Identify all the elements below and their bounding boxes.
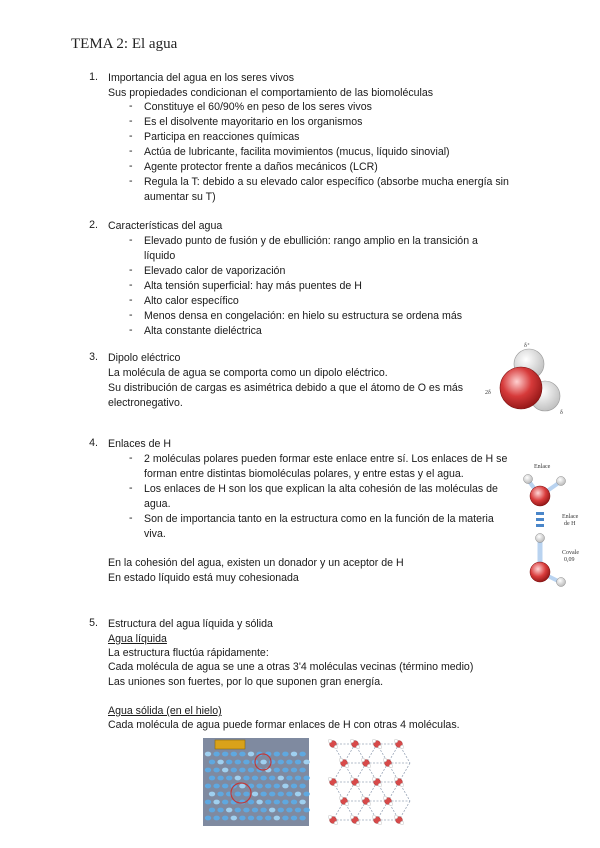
hydrogen-atom xyxy=(367,764,371,768)
hydrogen-atom xyxy=(328,777,332,781)
list-item: Alto calor específico xyxy=(144,295,239,307)
water-molecule xyxy=(231,816,237,821)
bullet-dash: - xyxy=(129,234,133,246)
water-molecule xyxy=(265,784,271,789)
bullet-dash: - xyxy=(129,145,133,157)
water-molecule xyxy=(291,784,297,789)
water-molecule xyxy=(231,768,237,773)
water-molecule xyxy=(222,816,228,821)
section-number: 4. xyxy=(89,437,98,449)
water-molecule xyxy=(299,784,305,789)
water-molecule xyxy=(209,792,215,797)
hydrogen-bond-figure xyxy=(516,462,600,590)
water-molecule xyxy=(239,768,245,773)
water-molecule xyxy=(274,800,280,805)
water-molecule xyxy=(299,768,305,773)
hydrogen-atom xyxy=(394,777,398,781)
hydrogen-atom xyxy=(350,739,354,743)
section-number: 3. xyxy=(89,351,98,363)
list-item: Son de importancia tanto en la estructura como en la función de la materia xyxy=(144,513,494,525)
water-molecule xyxy=(278,760,284,765)
water-molecule xyxy=(205,816,211,821)
hydrogen-atom xyxy=(372,777,376,781)
water-molecule xyxy=(286,808,292,813)
water-molecule xyxy=(209,760,215,765)
hydrogen-atom xyxy=(334,783,338,787)
subheading-liquid: Agua líquida xyxy=(108,633,167,645)
water-molecule xyxy=(265,800,271,805)
water-molecule xyxy=(295,776,301,781)
water-molecule xyxy=(260,776,266,781)
hydrogen-atom xyxy=(378,783,382,787)
water-molecule xyxy=(209,808,215,813)
water-molecule xyxy=(256,784,262,789)
water-molecule xyxy=(303,792,309,797)
figure-tag xyxy=(215,740,245,749)
list-item: Regula la T: debido a su elevado calor específico (absorbe mucha energía sin xyxy=(144,176,509,188)
water-molecule xyxy=(282,816,288,821)
water-molecule xyxy=(248,752,254,757)
list-item: Alta constante dieléctrica xyxy=(144,325,262,337)
hydrogen-atom xyxy=(361,796,365,800)
water-molecule xyxy=(303,760,309,765)
water-molecule xyxy=(282,768,288,773)
water-molecule xyxy=(222,752,228,757)
bullet-dash: - xyxy=(129,324,133,336)
water-molecule xyxy=(265,816,271,821)
list-item: Es el disolvente mayoritario en los organismos xyxy=(144,116,363,128)
bullet-dash: - xyxy=(129,279,133,291)
hydrogen-atom xyxy=(389,764,393,768)
water-molecule xyxy=(252,792,258,797)
paragraph-line: En estado líquido está muy cohesionada xyxy=(108,572,299,584)
water-molecule xyxy=(213,800,219,805)
list-item: Constituye el 60/90% en peso de los seres vivos xyxy=(144,101,372,113)
hydrogen-atom xyxy=(400,745,404,749)
hydrogen-bond-dash xyxy=(536,518,544,521)
hydrogen-bond-dash xyxy=(536,524,544,527)
figure-label: de H xyxy=(564,521,576,527)
figure-label: Enlace xyxy=(534,464,551,470)
water-molecule xyxy=(260,808,266,813)
list-item: 2 moléculas polares pueden formar este enlace entre sí. Los enlaces de H se xyxy=(144,453,508,465)
water-molecule xyxy=(278,792,284,797)
dipole-figure xyxy=(483,338,573,420)
water-molecule xyxy=(217,808,223,813)
bullet-dash: - xyxy=(129,512,133,524)
section-heading: Estructura del agua líquida y sólida xyxy=(108,618,273,630)
water-molecule xyxy=(235,808,241,813)
water-molecule xyxy=(282,752,288,757)
water-molecule xyxy=(209,776,215,781)
hydrogen-atom xyxy=(328,739,332,743)
water-molecule xyxy=(269,792,275,797)
water-molecule xyxy=(260,760,266,765)
hydrogen-atom xyxy=(378,821,382,825)
list-item: Agente protector frente a daños mecánicos (LCR) xyxy=(144,161,378,173)
page-title: TEMA 2: El agua xyxy=(71,36,178,52)
water-molecule xyxy=(260,792,266,797)
water-molecule xyxy=(286,792,292,797)
water-molecule xyxy=(213,784,219,789)
water-molecule xyxy=(295,808,301,813)
list-item: Los enlaces de H son los que explican la alta cohesión de las moléculas de xyxy=(144,483,498,495)
list-item-continuation: líquido xyxy=(144,250,176,262)
water-molecule xyxy=(278,808,284,813)
hydrogen-atom xyxy=(400,783,404,787)
water-molecule xyxy=(295,760,301,765)
water-molecule xyxy=(274,816,280,821)
water-molecule xyxy=(269,808,275,813)
section-heading: Características del agua xyxy=(108,220,223,232)
water-molecule xyxy=(282,784,288,789)
water-molecule xyxy=(205,752,211,757)
water-molecule xyxy=(239,752,245,757)
hydrogen-atom xyxy=(394,815,398,819)
list-item-continuation: agua. xyxy=(144,498,171,510)
hydrogen-atom xyxy=(367,802,371,806)
water-molecule xyxy=(299,752,305,757)
water-molecule xyxy=(248,768,254,773)
paragraph-line: Cada molécula de agua se une a otras 3'4 moléculas vecinas (término medio) xyxy=(108,661,474,673)
water-molecule xyxy=(286,776,292,781)
water-molecule xyxy=(239,816,245,821)
oxygen-atom xyxy=(530,562,550,582)
charge-label: δ⁺ xyxy=(524,343,530,349)
hydrogen-atom xyxy=(356,821,360,825)
list-item-continuation: aumentar su T) xyxy=(144,191,216,203)
list-item-continuation: viva. xyxy=(144,528,166,540)
water-molecule xyxy=(252,776,258,781)
water-molecule xyxy=(243,776,249,781)
water-molecule xyxy=(235,776,241,781)
water-molecule xyxy=(256,816,262,821)
water-molecule xyxy=(226,808,232,813)
hydrogen-atom xyxy=(372,739,376,743)
water-molecule xyxy=(291,768,297,773)
paragraph-line: Su distribución de cargas es asimétrica debido a que el átomo de O es más xyxy=(108,382,464,394)
hydrogen-atom xyxy=(557,477,566,486)
water-molecule xyxy=(295,792,301,797)
water-molecule xyxy=(252,808,258,813)
hydrogen-atom xyxy=(372,815,376,819)
water-molecule xyxy=(248,816,254,821)
water-molecule xyxy=(269,760,275,765)
hydrogen-atom xyxy=(328,815,332,819)
hydrogen-atom xyxy=(356,783,360,787)
liquid-water-figure xyxy=(203,738,309,826)
hydrogen-atom xyxy=(339,796,343,800)
list-item: Participa en reacciones químicas xyxy=(144,131,300,143)
list-item-continuation: forman entre distintas biomoléculas polares, y entre estas y el agua. xyxy=(144,468,464,480)
water-molecule xyxy=(217,776,223,781)
paragraph-line: electronegativo. xyxy=(108,397,183,409)
water-molecule xyxy=(205,784,211,789)
water-molecule xyxy=(243,792,249,797)
water-molecule xyxy=(291,752,297,757)
water-molecule xyxy=(274,768,280,773)
water-molecule xyxy=(256,800,262,805)
hydrogen-atom xyxy=(378,745,382,749)
list-item: Elevado punto de fusión y de ebullición: rango amplio en la transición a xyxy=(144,235,478,247)
section-heading: Importancia del agua en los seres vivos xyxy=(108,72,295,84)
list-item: Elevado calor de vaporización xyxy=(144,265,286,277)
list-item: Actúa de lubricante, facilita movimientos (mucus, líquido sinovial) xyxy=(144,146,450,158)
hydrogen-atom xyxy=(394,739,398,743)
hydrogen-atom xyxy=(389,802,393,806)
paragraph-line: Cada molécula de agua puede formar enlaces de H con otras 4 moléculas. xyxy=(108,719,460,731)
bullet-dash: - xyxy=(129,115,133,127)
water-molecule xyxy=(217,760,223,765)
hydrogen-atom xyxy=(350,815,354,819)
section-heading: Dipolo eléctrico xyxy=(108,352,181,364)
hydrogen-atom xyxy=(383,796,387,800)
water-molecule xyxy=(222,800,228,805)
hydrogen-atom xyxy=(536,534,545,543)
figure-background xyxy=(203,738,309,826)
bullet-dash: - xyxy=(129,100,133,112)
water-molecule xyxy=(213,752,219,757)
hydrogen-atom xyxy=(345,802,349,806)
water-molecule xyxy=(274,784,280,789)
water-molecule xyxy=(274,752,280,757)
water-molecule xyxy=(248,800,254,805)
list-item: Alta tensión superficial: hay más puentes de H xyxy=(144,280,362,292)
water-molecule xyxy=(205,800,211,805)
water-molecule xyxy=(286,760,292,765)
hydrogen-atom xyxy=(400,821,404,825)
bullet-dash: - xyxy=(129,452,133,464)
list-item: Menos densa en congelación: en hielo su estructura se ordena más xyxy=(144,310,463,322)
bullet-dash: - xyxy=(129,130,133,142)
water-molecule xyxy=(243,808,249,813)
oxygen-atom xyxy=(530,486,550,506)
section-intro: Sus propiedades condicionan el comportamiento de las biomoléculas xyxy=(108,87,434,99)
water-molecule xyxy=(243,760,249,765)
hydrogen-atom xyxy=(361,758,365,762)
charge-label: 2δ xyxy=(485,390,491,396)
water-molecule xyxy=(299,816,305,821)
water-molecule xyxy=(226,760,232,765)
hydrogen-atom xyxy=(350,777,354,781)
subheading-solid: Agua sólida (en el hielo) xyxy=(108,705,222,717)
section-number: 5. xyxy=(89,617,98,629)
hydrogen-bond-dash xyxy=(536,512,544,515)
paragraph-line: Las uniones son fuertes, por lo que suponen gran energía. xyxy=(108,676,384,688)
water-molecule xyxy=(291,800,297,805)
oxygen-atom xyxy=(500,367,542,409)
water-molecule xyxy=(213,768,219,773)
paragraph-line: En la cohesión del agua, existen un donador y un aceptor de H xyxy=(108,557,404,569)
water-molecule xyxy=(226,776,232,781)
hydrogen-atom xyxy=(339,758,343,762)
charge-label: δ xyxy=(560,410,563,416)
hydrogen-atom xyxy=(383,758,387,762)
water-molecule xyxy=(269,776,275,781)
water-molecule xyxy=(303,776,309,781)
water-molecule xyxy=(222,784,228,789)
bullet-dash: - xyxy=(129,294,133,306)
bullet-dash: - xyxy=(129,175,133,187)
water-molecule xyxy=(217,792,223,797)
water-molecule xyxy=(205,768,211,773)
ice-lattice-figure xyxy=(323,736,409,828)
bullet-dash: - xyxy=(129,160,133,172)
paragraph-line: La estructura fluctúa rápidamente: xyxy=(108,647,269,659)
water-molecule xyxy=(282,800,288,805)
figure-label: Covale xyxy=(562,550,579,556)
section-number: 1. xyxy=(89,71,98,83)
paragraph-line: La molécula de agua se comporta como un dipolo eléctrico. xyxy=(108,367,388,379)
section-heading: Enlaces de H xyxy=(108,438,172,450)
hydrogen-atom xyxy=(557,578,566,587)
water-molecule xyxy=(222,768,228,773)
hydrogen-atom xyxy=(334,821,338,825)
bullet-dash: - xyxy=(129,264,133,276)
figure-label: 0,09 xyxy=(564,557,575,563)
water-molecule xyxy=(213,816,219,821)
water-molecule xyxy=(291,816,297,821)
water-molecule xyxy=(299,800,305,805)
hydrogen-atom xyxy=(356,745,360,749)
water-molecule xyxy=(235,760,241,765)
bullet-dash: - xyxy=(129,482,133,494)
hydrogen-atom xyxy=(334,745,338,749)
water-molecule xyxy=(303,808,309,813)
water-molecule xyxy=(231,752,237,757)
hydrogen-atom xyxy=(524,475,533,484)
figure-label: Enlace xyxy=(562,514,579,520)
water-molecule xyxy=(235,792,241,797)
bullet-dash: - xyxy=(129,309,133,321)
hydrogen-atom xyxy=(345,764,349,768)
water-molecule xyxy=(278,776,284,781)
section-number: 2. xyxy=(89,219,98,231)
